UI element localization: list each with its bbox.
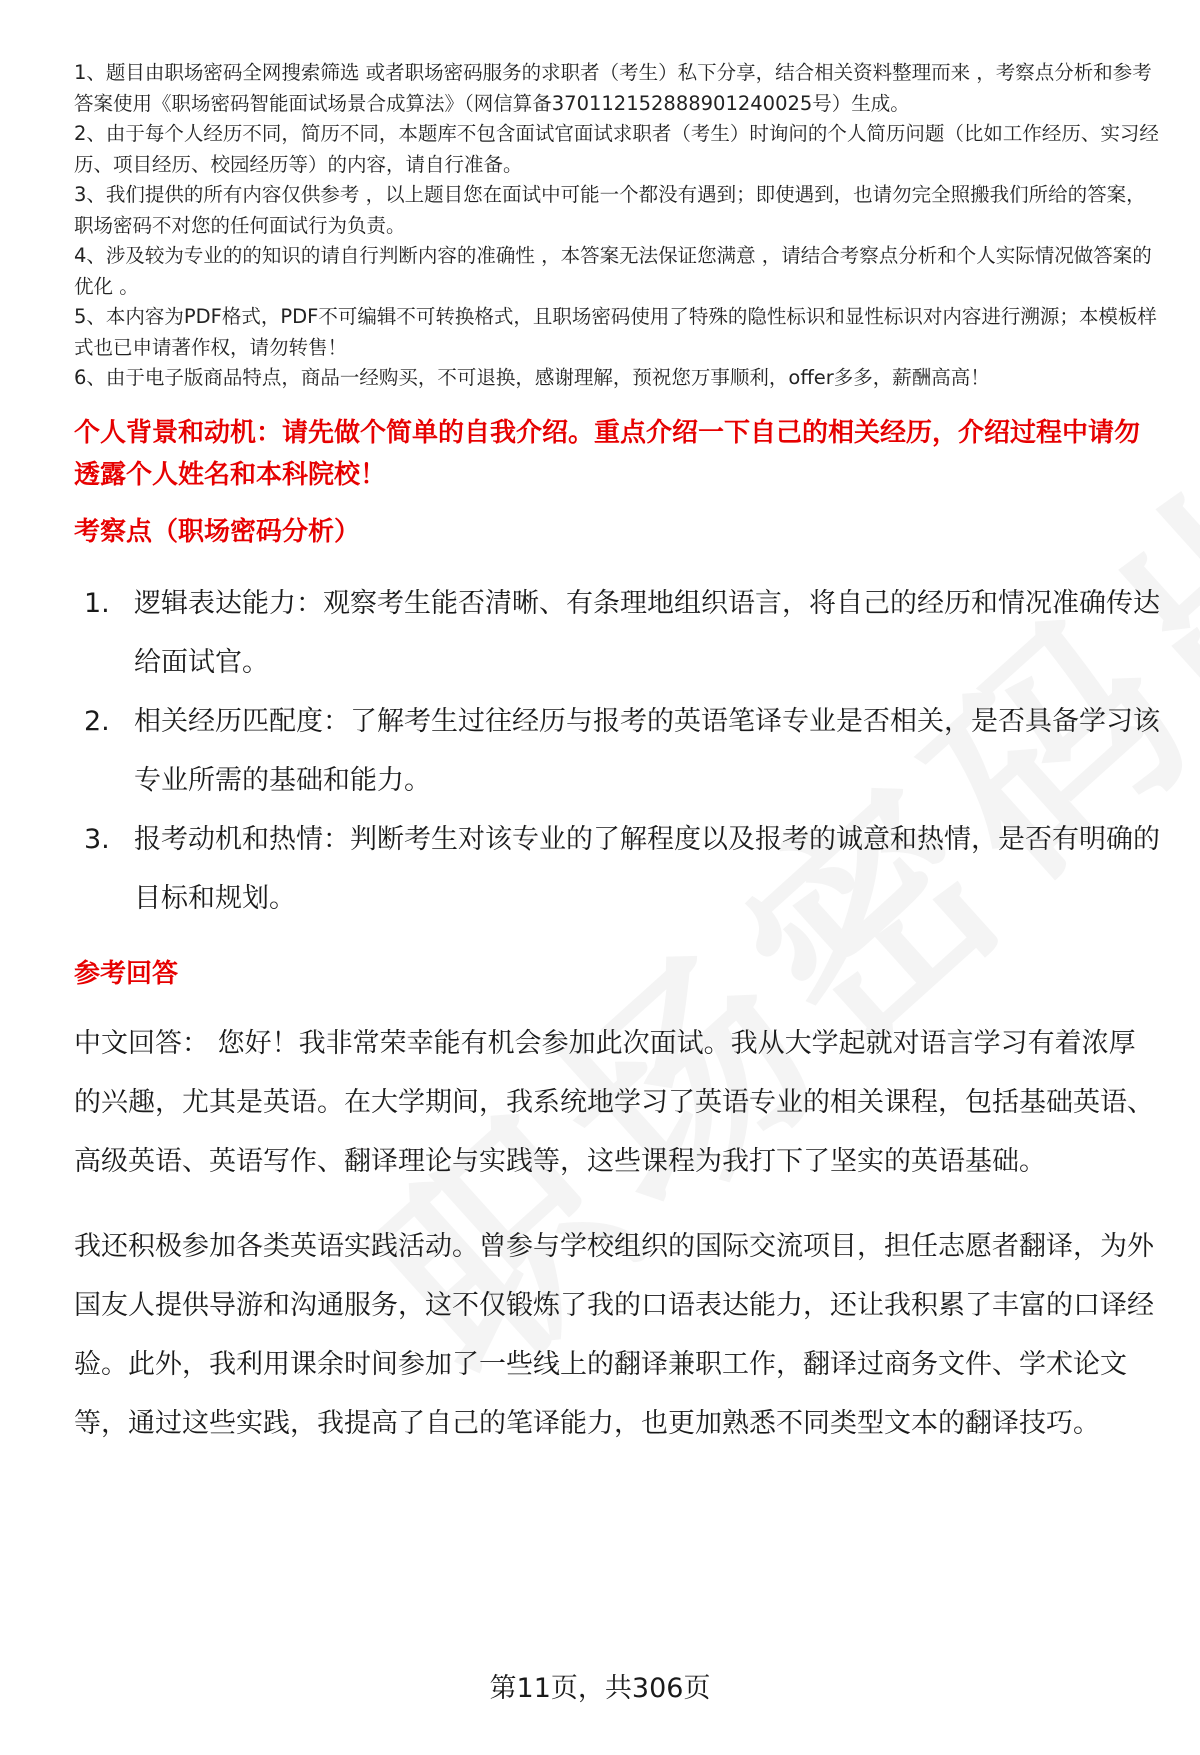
- analysis-title: 考察点（职场密码分析）: [74, 516, 361, 547]
- point-text: 报考动机和热情：判断考生对该专业的了解程度以及报考的诚意和热情，是否有明确的目标和规划。: [134, 823, 1160, 914]
- disclaimer-block: [74, 58, 1160, 394]
- analysis-point: [74, 574, 1160, 692]
- document-page: [74, 58, 1160, 1453]
- answer-block: [74, 1014, 1160, 1453]
- question-heading: 个人背景和动机：请先做个简单的自我介绍。重点介绍一下自己的相关经历，介绍过程中请勿透露个人姓名和本科院校！: [74, 417, 1141, 490]
- disclaimer-item: 5、本内容为PDF格式，PDF不可编辑不可转换格式，且职场密码使用了特殊的隐性标识和显性标识对内容进行溯源；本模板样式也已申请著作权，请勿转售！: [74, 305, 1157, 359]
- disclaimer-item: 3、我们提供的所有内容仅供参考 ，以上题目您在面试中可能一个都没有遇到；即使遇到，也请勿完全照搬我们所给的答案，职场密码不对您的任何面试行为负责。: [74, 183, 1146, 237]
- point-text: 逻辑表达能力：观察考生能否清晰、有条理地组织语言，将自己的经历和情况准确传达给面试官。: [134, 587, 1160, 678]
- answer-paragraph: 中文回答： 您好！我非常荣幸能有机会参加此次面试。我从大学起就对语言学习有着浓厚的兴趣，尤其是英语。在大学期间，我系统地学习了英语专业的相关课程，包括基础英语、高级英语、英语写作、翻译理论与实践等，这些课程为我打下了坚实的英语基础。: [74, 1027, 1154, 1177]
- point-number: 3.: [84, 823, 110, 855]
- analysis-point: [74, 810, 1160, 928]
- analysis-points: [74, 574, 1160, 928]
- disclaimer-item: 2、由于每个人经历不同，简历不同，本题库不包含面试官面试求职者（考生）时询问的个人简历问题（比如工作经历、实习经历、项目经历、校园经历等）的内容，请自行准备。: [74, 122, 1159, 176]
- analysis-point: [74, 692, 1160, 810]
- point-text: 相关经历匹配度：了解考生过往经历与报考的英语笔译专业是否相关，是否具备学习该专业所需的基础和能力。: [134, 705, 1160, 796]
- answer-title: 参考回答: [74, 958, 179, 989]
- disclaimer-item: 6、由于电子版商品特点，商品一经购买，不可退换，感谢理解，预祝您万事顺利，offer多多，薪酬高高！: [74, 366, 990, 389]
- disclaimer-item: 1、题目由职场密码全网搜索筛选 或者职场密码服务的求职者（考生）私下分享，结合相关资料整理而来 ，考察点分析和参考答案使用《职场密码智能面试场景合成算法》（网信算备370112152888901240025号）生成。: [74, 61, 1152, 115]
- point-number: 1.: [84, 587, 110, 619]
- page-number: 第11页，共306页: [489, 1673, 711, 1704]
- answer-paragraph: 我还积极参加各类英语实践活动。曾参与学校组织的国际交流项目，担任志愿者翻译，为外国友人提供导游和沟通服务，这不仅锻炼了我的口语表达能力，还让我积累了丰富的口译经验。此外，我利用课余时间参加了一些线上的翻译兼职工作，翻译过商务文件、学术论文等，通过这些实践，我提高了自己的笔译能力，也更加熟悉不同类型文本的翻译技巧。: [74, 1230, 1154, 1439]
- point-number: 2.: [84, 705, 110, 737]
- disclaimer-item: 4、涉及较为专业的的知识的请自行判断内容的准确性 ，本答案无法保证您满意 ，请结合考察点分析和个人实际情况做答案的优化 。: [74, 244, 1152, 298]
